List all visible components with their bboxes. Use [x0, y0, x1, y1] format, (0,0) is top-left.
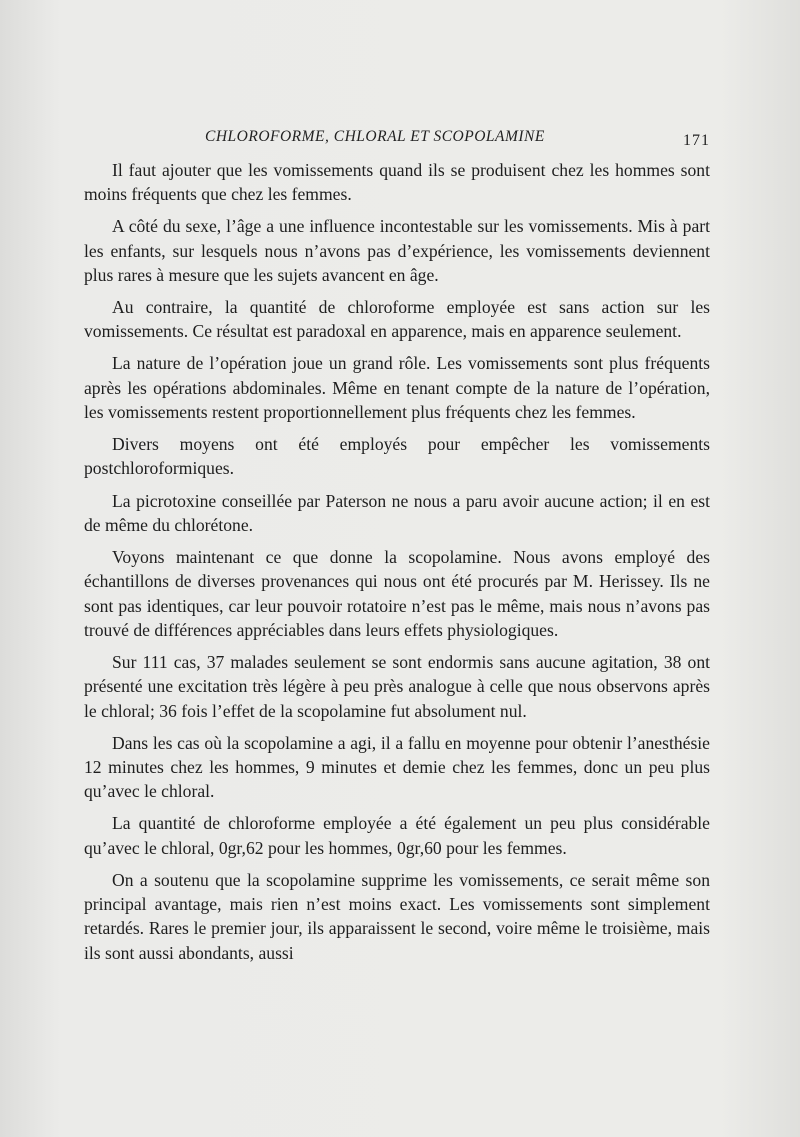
running-header — [0, 124, 800, 150]
paragraph: On a soutenu que la scopolamine supprime les vomissements, ce serait même son principal avantage, mais rien n’est moins exact. Les vomissements sont simplement retardés. Rares le premier jour, ils apparaissent le second, voire même le troisième, mais ils sont aussi abondants, aussi — [84, 869, 710, 963]
paragraph: Sur 111 cas, 37 malades seulement se sont endormis sans aucune agitation, 38 ont présenté une excitation très légère à peu près analogue à celle que nous observons après le chloral; 36 fois l’effet de la scopolamine fut absolument nul. — [84, 651, 710, 721]
paragraph: Au contraire, la quantité de chloroforme employée est sans action sur les vomissements. Ce résultat est paradoxal en apparence, mais en apparence seulement. — [84, 297, 710, 342]
paragraph: La picrotoxine conseillée par Paterson ne nous a paru avoir aucune action; il en est de même du chlorétone. — [84, 490, 710, 535]
paragraph: A côté du sexe, l’âge a une influence incontestable sur les vomissements. Mis à part les enfants, sur lesquels nous n’avons pas d’expérience, les vomissements deviennent plus rares à mesure que les sujets avancent en âge. — [84, 216, 710, 285]
running-title: CHLOROFORME, CHLORAL ET SCOPOLAMINE — [205, 128, 545, 145]
paragraph: Divers moyens ont été employés pour empêcher les vomissements postchloroformiques. — [84, 434, 710, 479]
page-number: 171 — [683, 132, 710, 149]
paragraph: Dans les cas où la scopolamine a agi, il a fallu en moyenne pour obtenir l’anesthésie 12 minutes chez les hommes, 9 minutes et demie chez les femmes, donc un peu plus qu’avec le chloral. — [84, 732, 710, 802]
paragraph: Il faut ajouter que les vomissements quand ils se produisent chez les hommes sont moins fréquents que chez les femmes. — [84, 160, 710, 205]
body-text — [84, 158, 710, 973]
paragraph: Voyons maintenant ce que donne la scopolamine. Nous avons employé des échantillons de diverses provenances qui nous ont été procurés par M. Herissey. Ils ne sont pas identiques, car leur pouvoir rotatoire n’est pas le même, mais nous n’avons pas trouvé de différences appréciables dans leurs effets physiologiques. — [84, 546, 710, 640]
paragraph: La quantité de chloroforme employée a été également un peu plus considérable qu’avec le chloral, 0gr,62 pour les hommes, 0gr,60 pour les femmes. — [84, 813, 710, 858]
paragraph: La nature de l’opération joue un grand rôle. Les vomissements sont plus fréquents après les opérations abdominales. Même en tenant compte de la nature de l’opération, les vomissements restent proportionnellement plus fréquents chez les femmes. — [84, 353, 710, 423]
